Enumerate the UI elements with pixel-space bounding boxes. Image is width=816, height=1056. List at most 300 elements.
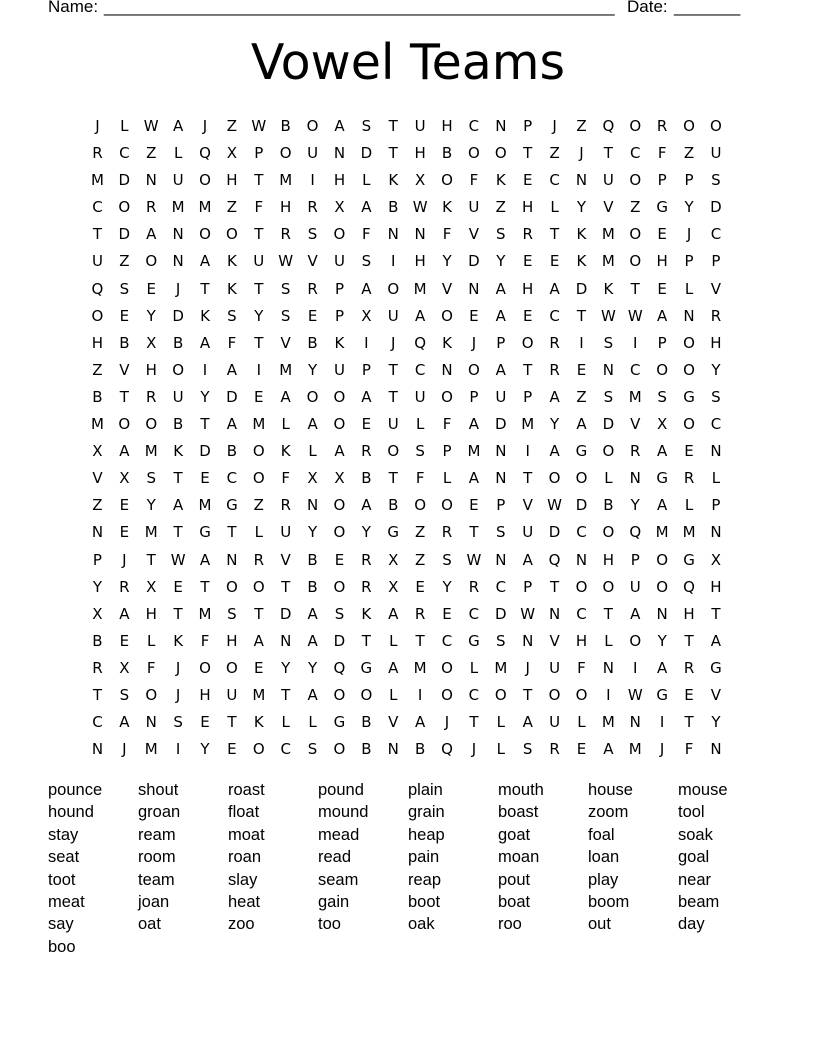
grid-letter[interactable]: N xyxy=(629,469,641,488)
grid-letter[interactable]: M xyxy=(252,685,266,704)
grid-letter[interactable]: E xyxy=(119,523,130,542)
grid-letter[interactable]: M xyxy=(279,171,293,190)
grid-letter[interactable]: P xyxy=(711,496,721,515)
grid-letter[interactable]: T xyxy=(254,279,264,298)
grid-letter[interactable]: T xyxy=(227,523,237,542)
grid-letter[interactable]: I xyxy=(391,252,396,271)
grid-letter[interactable]: R xyxy=(522,225,533,244)
grid-letter[interactable]: E xyxy=(522,252,533,271)
grid-letter[interactable]: H xyxy=(575,631,588,650)
grid-letter[interactable]: R xyxy=(361,442,372,461)
grid-letter[interactable]: C xyxy=(468,685,480,704)
grid-letter[interactable]: S xyxy=(522,740,533,759)
grid-letter[interactable]: O xyxy=(387,442,400,461)
grid-letter[interactable]: O xyxy=(602,442,615,461)
grid-letter[interactable]: N xyxy=(602,658,614,677)
grid-letter[interactable]: A xyxy=(307,415,318,434)
grid-letter[interactable]: D xyxy=(333,631,346,650)
grid-letter[interactable]: D xyxy=(495,604,507,623)
grid-letter[interactable]: O xyxy=(360,685,373,704)
grid-letter[interactable]: Z xyxy=(92,360,103,379)
grid-letter[interactable]: O xyxy=(710,117,722,135)
grid-letter[interactable]: S xyxy=(307,225,318,244)
grid-letter[interactable]: V xyxy=(92,469,103,488)
grid-letter[interactable]: S xyxy=(496,631,506,650)
grid-letter[interactable]: D xyxy=(602,415,615,434)
grid-letter[interactable]: L xyxy=(550,198,559,217)
grid-letter[interactable]: P xyxy=(523,117,533,135)
grid-letter[interactable]: E xyxy=(469,496,479,515)
grid-letter[interactable]: P xyxy=(334,279,344,298)
grid-letter[interactable]: O xyxy=(333,415,346,434)
grid-letter[interactable]: D xyxy=(199,442,211,461)
grid-letter[interactable]: B xyxy=(414,740,426,759)
grid-letter[interactable]: L xyxy=(173,144,183,163)
grid-letter[interactable]: I xyxy=(633,658,638,677)
grid-letter[interactable]: A xyxy=(146,225,157,244)
grid-letter[interactable]: O xyxy=(91,306,104,325)
grid-letter[interactable]: A xyxy=(307,631,318,650)
grid-letter[interactable]: T xyxy=(227,713,237,732)
grid-letter[interactable]: E xyxy=(522,306,533,325)
grid-letter[interactable]: O xyxy=(441,685,453,704)
grid-letter[interactable]: T xyxy=(173,469,183,488)
grid-letter[interactable]: E xyxy=(119,496,130,515)
grid-letter[interactable]: A xyxy=(657,442,668,461)
grid-letter[interactable]: N xyxy=(468,279,480,298)
grid-letter[interactable]: Y xyxy=(684,198,694,217)
grid-letter[interactable]: O xyxy=(656,577,669,596)
grid-letter[interactable]: M xyxy=(413,279,427,298)
grid-letter[interactable]: M xyxy=(601,252,615,271)
grid-letter[interactable]: L xyxy=(120,117,129,135)
grid-letter[interactable]: N xyxy=(387,225,399,244)
grid-letter[interactable]: D xyxy=(548,523,561,542)
grid-letter[interactable]: O xyxy=(333,685,346,704)
grid-letter[interactable]: R xyxy=(468,577,480,596)
grid-letter[interactable]: E xyxy=(227,740,237,759)
grid-letter[interactable]: Y xyxy=(200,740,210,759)
grid-letter[interactable]: Z xyxy=(576,387,587,406)
grid-letter[interactable]: H xyxy=(710,577,722,596)
grid-letter[interactable]: G xyxy=(683,387,695,406)
grid-letter[interactable]: M xyxy=(413,658,427,677)
grid-letter[interactable]: Y xyxy=(496,252,506,271)
grid-letter[interactable]: N xyxy=(495,550,507,569)
grid-letter[interactable]: X xyxy=(226,144,238,163)
grid-letter[interactable]: T xyxy=(173,604,183,623)
grid-letter[interactable]: O xyxy=(333,387,346,406)
grid-letter[interactable]: E xyxy=(415,577,425,596)
grid-letter[interactable]: Q xyxy=(333,658,346,677)
grid-letter[interactable]: L xyxy=(604,631,613,650)
grid-letter[interactable]: A xyxy=(361,279,372,298)
grid-letter[interactable]: T xyxy=(603,604,613,623)
grid-letter[interactable]: H xyxy=(199,685,211,704)
grid-letter[interactable]: F xyxy=(442,415,452,434)
grid-letter[interactable]: O xyxy=(629,171,642,190)
grid-letter[interactable]: O xyxy=(656,360,669,379)
grid-letter[interactable]: T xyxy=(469,713,479,732)
grid-letter[interactable]: L xyxy=(496,713,505,732)
grid-letter[interactable]: D xyxy=(575,496,588,515)
grid-letter[interactable]: Y xyxy=(146,496,156,515)
grid-letter[interactable]: O xyxy=(656,550,669,569)
grid-letter[interactable]: A xyxy=(307,604,318,623)
grid-letter[interactable]: P xyxy=(657,333,667,352)
grid-letter[interactable]: E xyxy=(334,550,345,569)
grid-letter[interactable]: T xyxy=(684,713,694,732)
grid-letter[interactable]: O xyxy=(225,225,238,244)
grid-letter[interactable]: O xyxy=(145,252,158,271)
grid-letter[interactable]: P xyxy=(496,496,506,515)
grid-letter[interactable]: A xyxy=(549,387,560,406)
grid-letter[interactable]: S xyxy=(657,387,667,406)
grid-letter[interactable]: T xyxy=(200,279,210,298)
grid-letter[interactable]: O xyxy=(468,144,480,163)
grid-letter[interactable]: Y xyxy=(576,198,587,217)
grid-letter[interactable]: T xyxy=(550,225,560,244)
grid-letter[interactable]: Q xyxy=(441,740,453,759)
grid-letter[interactable]: E xyxy=(200,713,210,732)
grid-letter[interactable]: P xyxy=(630,550,640,569)
grid-letter[interactable]: O xyxy=(225,658,238,677)
grid-letter[interactable]: Y xyxy=(657,631,667,650)
grid-letter[interactable]: H xyxy=(91,333,104,352)
grid-letter[interactable]: O xyxy=(225,577,238,596)
grid-letter[interactable]: X xyxy=(657,415,668,434)
grid-letter[interactable]: V xyxy=(441,279,453,298)
grid-letter[interactable]: S xyxy=(711,171,721,190)
grid-letter[interactable]: Z xyxy=(414,550,426,569)
grid-letter[interactable]: G xyxy=(575,442,588,461)
grid-letter[interactable]: X xyxy=(334,198,345,217)
grid-letter[interactable]: O xyxy=(629,631,642,650)
grid-letter[interactable]: S xyxy=(603,387,614,406)
grid-letter[interactable]: J xyxy=(122,740,127,759)
grid-letter[interactable]: U xyxy=(414,387,426,406)
grid-letter[interactable]: O xyxy=(387,279,400,298)
grid-letter[interactable]: U xyxy=(495,387,507,406)
grid-letter[interactable]: N xyxy=(441,360,453,379)
grid-letter[interactable]: D xyxy=(172,306,184,325)
grid-letter[interactable]: N xyxy=(495,442,507,461)
grid-letter[interactable]: Z xyxy=(630,198,641,217)
grid-letter[interactable]: X xyxy=(388,550,399,569)
grid-letter[interactable]: X xyxy=(146,333,157,352)
grid-letter[interactable]: T xyxy=(603,144,613,163)
grid-letter[interactable]: C xyxy=(468,604,480,623)
grid-letter[interactable]: O xyxy=(333,496,346,515)
grid-letter[interactable]: S xyxy=(173,713,183,732)
grid-letter[interactable]: C xyxy=(468,117,480,135)
grid-letter[interactable]: Z xyxy=(576,117,587,135)
grid-letter[interactable]: S xyxy=(227,306,237,325)
grid-letter[interactable]: D xyxy=(495,415,507,434)
grid-letter[interactable]: M xyxy=(521,415,535,434)
grid-letter[interactable]: R xyxy=(119,577,130,596)
grid-letter[interactable]: U xyxy=(387,415,399,434)
grid-letter[interactable]: V xyxy=(603,198,614,217)
grid-letter[interactable]: C xyxy=(576,604,587,623)
grid-letter[interactable]: Q xyxy=(683,577,695,596)
grid-letter[interactable]: F xyxy=(577,658,586,677)
grid-letter[interactable]: I xyxy=(364,333,369,352)
grid-letter[interactable]: O xyxy=(548,685,561,704)
grid-letter[interactable]: O xyxy=(333,740,346,759)
grid-letter[interactable]: U xyxy=(387,306,399,325)
grid-letter[interactable]: E xyxy=(307,306,318,325)
grid-letter[interactable]: O xyxy=(683,333,695,352)
grid-letter[interactable]: L xyxy=(147,631,156,650)
grid-letter[interactable]: G xyxy=(656,685,668,704)
grid-letter[interactable]: Q xyxy=(602,117,615,135)
grid-letter[interactable]: M xyxy=(171,198,185,217)
grid-letter[interactable]: K xyxy=(361,604,372,623)
grid-letter[interactable]: T xyxy=(281,577,291,596)
grid-letter[interactable]: L xyxy=(684,279,694,298)
grid-letter[interactable]: X xyxy=(92,604,103,623)
grid-letter[interactable]: N xyxy=(280,631,292,650)
grid-letter[interactable]: B xyxy=(388,198,399,217)
grid-letter[interactable]: M xyxy=(279,360,293,379)
grid-letter[interactable]: U xyxy=(468,198,480,217)
grid-letter[interactable]: Q xyxy=(199,144,211,163)
grid-letter[interactable]: T xyxy=(281,685,291,704)
grid-letter[interactable]: F xyxy=(415,469,425,488)
grid-letter[interactable]: S xyxy=(361,252,372,271)
grid-letter[interactable]: D xyxy=(468,252,480,271)
grid-letter[interactable]: E xyxy=(173,577,183,596)
grid-letter[interactable]: I xyxy=(417,685,423,704)
grid-letter[interactable]: L xyxy=(711,469,721,488)
grid-letter[interactable]: R xyxy=(307,279,318,298)
grid-letter[interactable]: G xyxy=(199,523,211,542)
grid-letter[interactable]: M xyxy=(601,713,615,732)
grid-letter[interactable]: P xyxy=(442,442,452,461)
grid-letter[interactable]: U xyxy=(280,523,292,542)
grid-letter[interactable]: N xyxy=(602,360,614,379)
grid-letter[interactable]: O xyxy=(683,415,695,434)
grid-letter[interactable]: J xyxy=(391,333,396,352)
grid-letter[interactable]: Y xyxy=(281,658,291,677)
grid-letter[interactable]: D xyxy=(710,198,722,217)
grid-letter[interactable]: A xyxy=(710,631,722,650)
grid-letter[interactable]: N xyxy=(522,631,534,650)
grid-letter[interactable]: A xyxy=(172,496,184,515)
grid-letter[interactable]: E xyxy=(119,631,130,650)
grid-letter[interactable]: B xyxy=(307,577,318,596)
grid-letter[interactable]: O xyxy=(199,171,211,190)
grid-letter[interactable]: N xyxy=(145,713,157,732)
grid-letter[interactable]: T xyxy=(119,387,129,406)
grid-letter[interactable]: L xyxy=(496,740,505,759)
grid-letter[interactable]: O xyxy=(199,658,211,677)
grid-letter[interactable]: X xyxy=(119,658,130,677)
grid-letter[interactable]: O xyxy=(252,469,265,488)
grid-letter[interactable]: J xyxy=(95,117,100,135)
grid-letter[interactable]: T xyxy=(200,415,210,434)
grid-letter[interactable]: N xyxy=(629,713,641,732)
grid-letter[interactable]: C xyxy=(414,360,426,379)
grid-letter[interactable]: C xyxy=(92,198,103,217)
grid-letter[interactable]: J xyxy=(552,117,557,135)
grid-letter[interactable]: R xyxy=(683,658,695,677)
grid-letter[interactable]: M xyxy=(144,523,158,542)
grid-letter[interactable]: O xyxy=(145,685,158,704)
grid-letter[interactable]: H xyxy=(683,604,695,623)
grid-letter[interactable]: A xyxy=(549,279,560,298)
grid-letter[interactable]: S xyxy=(496,225,506,244)
grid-letter[interactable]: E xyxy=(119,306,130,325)
grid-letter[interactable]: T xyxy=(630,279,640,298)
grid-letter[interactable]: D xyxy=(118,225,131,244)
grid-letter[interactable]: F xyxy=(200,631,210,650)
grid-letter[interactable]: E xyxy=(657,279,667,298)
grid-letter[interactable]: R xyxy=(307,198,318,217)
grid-letter[interactable]: C xyxy=(441,631,453,650)
grid-letter[interactable]: Z xyxy=(683,144,695,163)
grid-letter[interactable]: T xyxy=(388,117,398,135)
grid-letter[interactable]: A xyxy=(199,333,211,352)
grid-letter[interactable]: O xyxy=(602,577,615,596)
grid-letter[interactable]: M xyxy=(198,496,212,515)
grid-letter[interactable]: A xyxy=(119,713,130,732)
grid-letter[interactable]: O xyxy=(602,523,615,542)
grid-letter[interactable]: T xyxy=(415,631,425,650)
grid-letter[interactable]: W xyxy=(520,604,536,623)
grid-letter[interactable]: F xyxy=(281,469,290,488)
grid-letter[interactable]: J xyxy=(175,685,181,704)
grid-letter[interactable]: L xyxy=(577,713,586,732)
grid-letter[interactable]: R xyxy=(710,306,722,325)
grid-letter[interactable]: R xyxy=(656,117,668,135)
grid-letter[interactable]: M xyxy=(601,225,615,244)
grid-letter[interactable]: T xyxy=(254,171,264,190)
grid-letter[interactable]: M xyxy=(144,442,158,461)
grid-letter[interactable]: F xyxy=(362,225,371,244)
grid-letter[interactable]: L xyxy=(281,415,290,434)
grid-letter[interactable]: E xyxy=(442,604,452,623)
grid-letter[interactable]: Q xyxy=(548,550,561,569)
grid-letter[interactable]: R xyxy=(280,496,291,515)
grid-letter[interactable]: B xyxy=(441,144,453,163)
grid-letter[interactable]: I xyxy=(579,333,584,352)
grid-letter[interactable]: Y xyxy=(307,658,318,677)
grid-letter[interactable]: A xyxy=(468,415,480,434)
grid-letter[interactable]: O xyxy=(548,469,561,488)
grid-letter[interactable]: V xyxy=(307,252,318,271)
grid-letter[interactable]: Z xyxy=(226,117,238,135)
grid-letter[interactable]: N xyxy=(145,171,157,190)
grid-letter[interactable]: W xyxy=(627,685,643,704)
grid-letter[interactable]: N xyxy=(387,740,399,759)
grid-letter[interactable]: V xyxy=(549,631,560,650)
grid-letter[interactable]: Y xyxy=(307,523,318,542)
grid-letter[interactable]: C xyxy=(226,469,238,488)
grid-letter[interactable]: P xyxy=(361,360,371,379)
grid-letter[interactable]: T xyxy=(469,523,479,542)
grid-letter[interactable]: O xyxy=(575,469,588,488)
grid-letter[interactable]: A xyxy=(468,469,480,488)
grid-letter[interactable]: F xyxy=(657,144,667,163)
grid-letter[interactable]: H xyxy=(280,198,292,217)
grid-letter[interactable]: P xyxy=(523,387,533,406)
grid-letter[interactable]: O xyxy=(333,523,346,542)
grid-letter[interactable]: T xyxy=(254,604,264,623)
grid-letter[interactable]: A xyxy=(199,550,211,569)
grid-letter[interactable]: B xyxy=(92,631,103,650)
grid-letter[interactable]: P xyxy=(684,171,694,190)
grid-letter[interactable]: K xyxy=(226,252,237,271)
grid-letter[interactable]: J xyxy=(444,713,450,732)
grid-letter[interactable]: S xyxy=(280,306,291,325)
grid-letter[interactable]: N xyxy=(495,117,507,135)
grid-letter[interactable]: I xyxy=(606,685,611,704)
grid-letter[interactable]: F xyxy=(254,198,264,217)
grid-letter[interactable]: B xyxy=(119,333,130,352)
grid-letter[interactable]: M xyxy=(252,415,266,434)
grid-letter[interactable]: B xyxy=(361,469,372,488)
grid-letter[interactable]: O xyxy=(306,117,319,135)
grid-letter[interactable]: A xyxy=(576,415,587,434)
grid-letter[interactable]: Z xyxy=(119,252,130,271)
grid-letter[interactable]: A xyxy=(199,252,211,271)
grid-letter[interactable]: O xyxy=(199,225,211,244)
grid-letter[interactable]: M xyxy=(655,523,669,542)
grid-letter[interactable]: P xyxy=(657,171,667,190)
grid-letter[interactable]: E xyxy=(657,225,667,244)
grid-letter[interactable]: E xyxy=(684,685,694,704)
grid-letter[interactable]: P xyxy=(711,252,721,271)
grid-letter[interactable]: Y xyxy=(711,713,721,732)
grid-letter[interactable]: K xyxy=(226,279,237,298)
grid-letter[interactable]: R xyxy=(361,577,372,596)
name-blank-line[interactable]: ______________________________________________________ xyxy=(104,0,615,16)
grid-letter[interactable]: H xyxy=(414,144,426,163)
grid-letter[interactable]: R xyxy=(361,550,372,569)
grid-letter[interactable]: W xyxy=(547,496,562,515)
grid-letter[interactable]: E xyxy=(146,279,156,298)
grid-letter[interactable]: O xyxy=(118,198,131,217)
grid-letter[interactable]: V xyxy=(280,333,291,352)
grid-letter[interactable]: V xyxy=(280,550,291,569)
grid-letter[interactable]: O xyxy=(252,577,265,596)
grid-letter[interactable]: L xyxy=(362,171,371,190)
grid-letter[interactable]: E xyxy=(549,252,560,271)
grid-letter[interactable]: O xyxy=(252,740,265,759)
grid-letter[interactable]: T xyxy=(711,604,721,623)
grid-letter[interactable]: G xyxy=(468,631,480,650)
grid-letter[interactable]: P xyxy=(523,577,533,596)
grid-letter[interactable]: Q xyxy=(414,333,427,352)
grid-letter[interactable]: A xyxy=(495,360,506,379)
grid-letter[interactable]: H xyxy=(145,604,157,623)
grid-letter[interactable]: H xyxy=(441,117,453,135)
grid-letter[interactable]: U xyxy=(549,658,561,677)
grid-letter[interactable]: U xyxy=(172,387,184,406)
grid-letter[interactable]: U xyxy=(253,252,265,271)
grid-letter[interactable]: S xyxy=(119,685,130,704)
grid-letter[interactable]: N xyxy=(333,144,346,163)
grid-letter[interactable]: B xyxy=(172,333,184,352)
grid-letter[interactable]: S xyxy=(711,387,721,406)
grid-letter[interactable]: A xyxy=(495,306,506,325)
grid-letter[interactable]: V xyxy=(388,713,399,732)
grid-letter[interactable]: N xyxy=(226,550,238,569)
grid-letter[interactable]: D xyxy=(575,279,588,298)
grid-letter[interactable]: W xyxy=(143,117,159,135)
